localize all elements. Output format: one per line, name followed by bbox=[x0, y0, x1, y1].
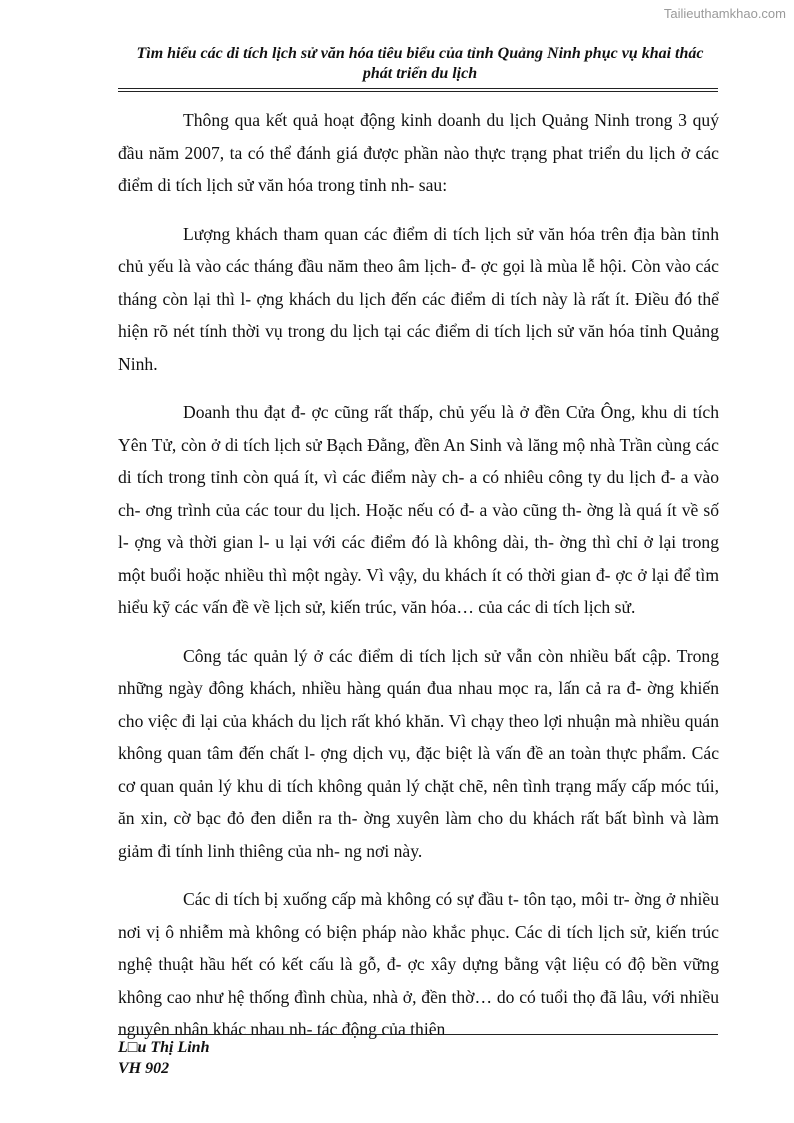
paragraph: Thông qua kết quả hoạt động kinh doanh du lịch Quảng Ninh trong 3 quý đầu năm 2007, ta có thể đánh giá được phần nào thực trạng phat triển du lịch ở các điểm di tích lịch sử văn hóa trong tỉnh nh- sau: bbox=[118, 110, 719, 195]
paragraph: Lượng khách tham quan các điểm di tích lịch sử văn hóa trên địa bàn tỉnh chủ yếu là vào các tháng đầu năm theo âm lịch- đ- ợc gọi là mùa lễ hội. Còn vào các tháng còn lại thì l- ợng khách du lịch đến các điểm di tích này là rất ít. Điều đó thể hiện rõ nét tính thời vụ trong du lịch tại các điểm di tích lịch sử văn hóa tỉnh Quảng Ninh. bbox=[118, 223, 719, 374]
paragraph: Các di tích bị xuống cấp mà không có sự đầu t- tôn tạo, môi tr- ờng ở nhiều nơi vị ô nhiễm mà không có biện pháp nào khắc phục. Các di tích lịch sử, kiến trúc nghệ thuật hầu hết có kết cấu là gỗ, đ- ợc xây dựng bằng vật liệu có độ bền vững không cao như hệ thống đình chùa, nhà ở, đền thờ… do có tuổi thọ đã lâu, với nhiều nguyên nhân khác nhau nh- tác động của thiên bbox=[118, 889, 719, 1039]
body-text bbox=[118, 104, 719, 1062]
author-name: L□u Thị Linh bbox=[118, 1039, 210, 1056]
class-code: VH 902 bbox=[118, 1060, 170, 1077]
running-header: Tìm hiểu các di tích lịch sử văn hóa tiêu biểu của tỉnh Quảng Ninh phục vụ khai thác phát triển du lịch bbox=[136, 45, 704, 82]
header-divider bbox=[118, 88, 718, 92]
footer-divider bbox=[118, 1034, 718, 1035]
paragraph: Doanh thu đạt đ- ợc cũng rất thấp, chủ yếu là ở đền Cửa Ông, khu di tích Yên Tử, còn ở di tích lịch sử Bạch Đằng, đền An Sinh và lăng mộ nhà Trần cùng các di tích trong tỉnh còn quá ít, vì các điểm này ch- a có nhiêu công ty du lịch đ- a vào ch- ơng trình của các tour du lịch. Hoặc nếu có đ- a vào cũng th- ờng là quá ít về số l- ợng và thời gian l- u lại với các điểm đó là không dài, th- ờng thì chỉ ở lại trong một buổi hoặc nhiều thì một ngày. Vì vậy, du khách ít có thời gian đ- ợc ở lại để tìm hiểu kỹ các vấn đề về lịch sử, kiến trúc, văn hóa… của các di tích lịch sử. bbox=[118, 402, 719, 617]
watermark: Tailieuthamkhao.com bbox=[663, 6, 786, 21]
footer bbox=[118, 1037, 209, 1079]
paragraph: Công tác quản lý ở các điểm di tích lịch sử vẫn còn nhiều bất cập. Trong những ngày đông khách, nhiều hàng quán đua nhau mọc ra, lấn cả ra đ- ờng khiến cho việc đi lại của khách du lịch rất khó khăn. Vì chạy theo lợi nhuận mà nhiều quán không quan tâm đến chất l- ợng dịch vụ, đặc biệt là vấn đề an toàn thực phẩm. Các cơ quan quản lý khu di tích không quản lý chặt chẽ, nên tình trạng mấy cấp móc túi, ăn xin, cờ bạc đỏ đen diễn ra th- ờng xuyên làm cho du khách rất bất bình và làm giảm đi tính linh thiêng của nh- ng nơi này. bbox=[118, 645, 719, 861]
